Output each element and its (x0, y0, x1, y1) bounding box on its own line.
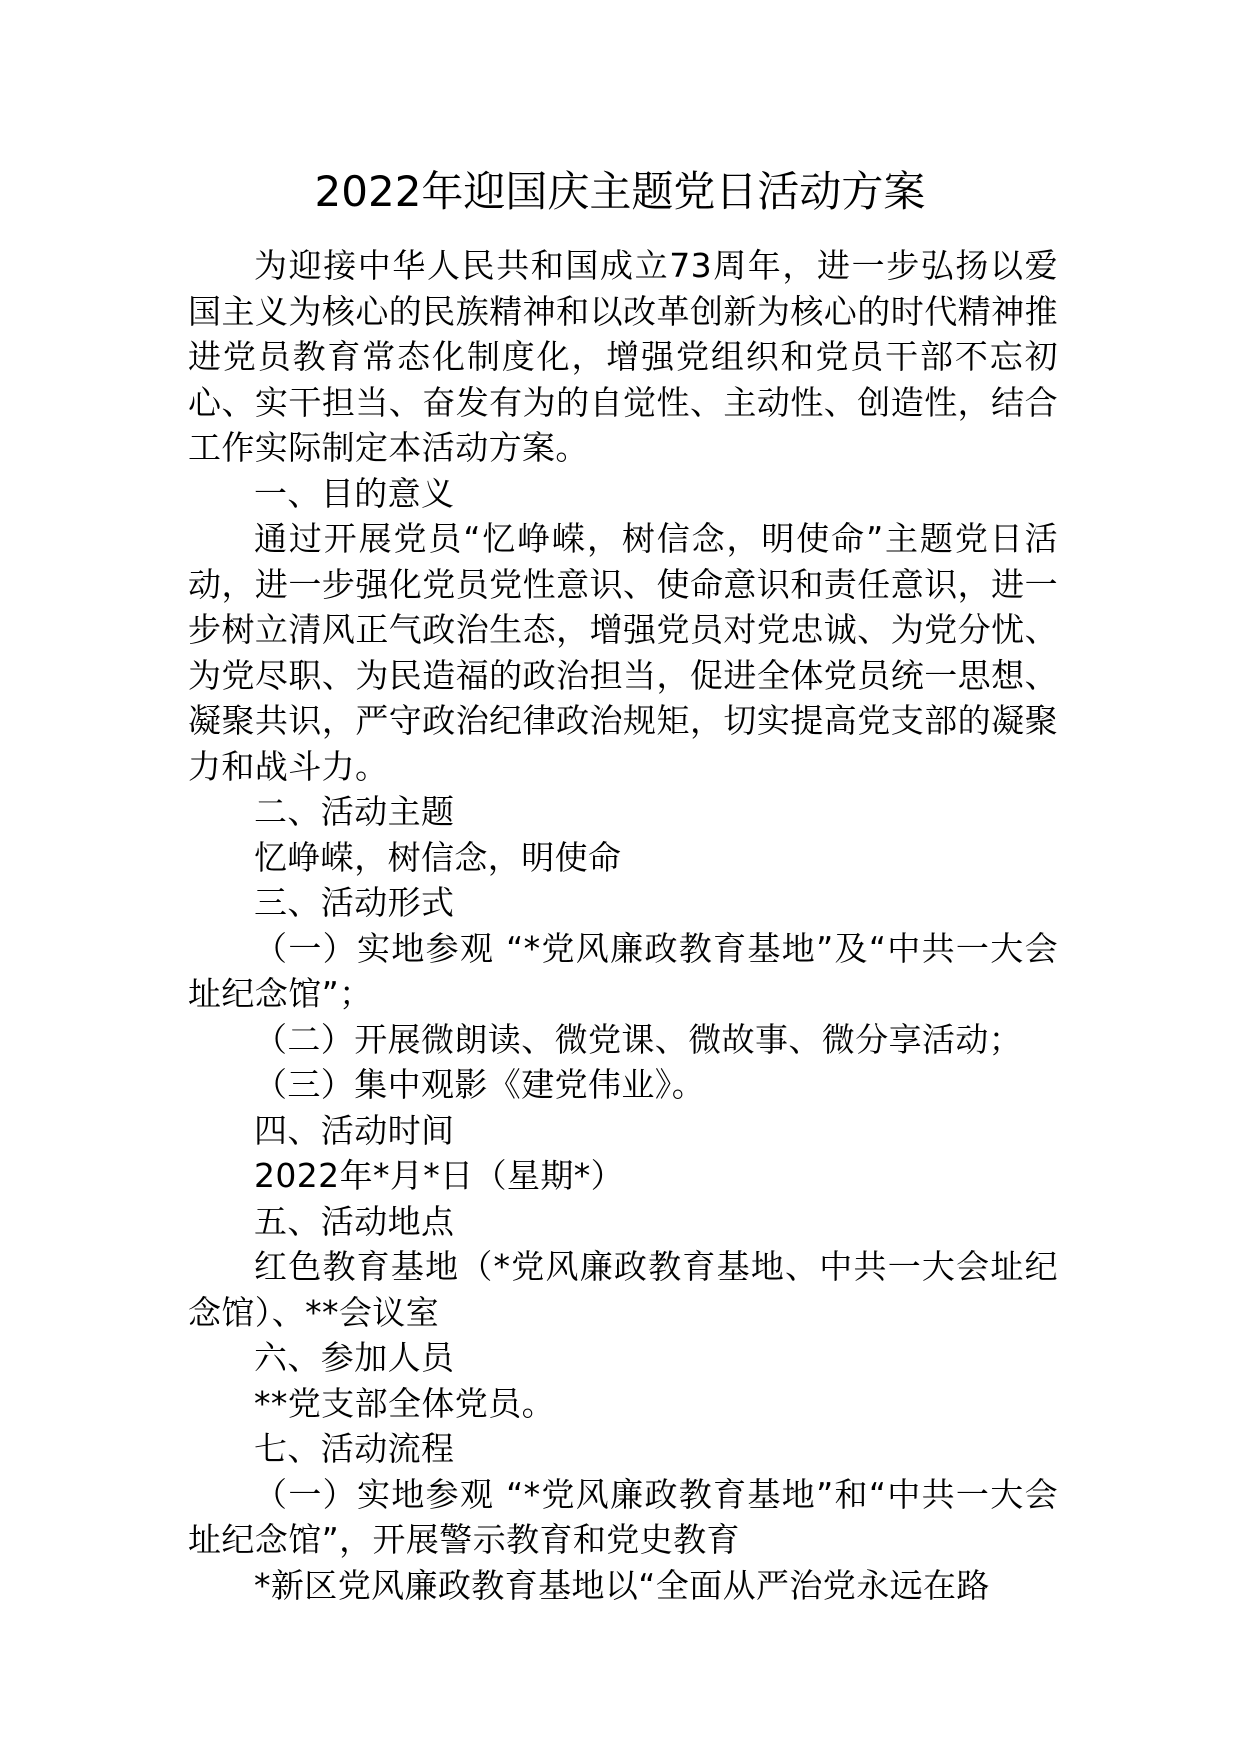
section-heading-purpose: 一、目的意义 (254, 473, 455, 513)
theme-text: 忆峥嵘，树信念，明使命 (254, 837, 622, 877)
participants-text: **党支部全体党员。 (254, 1383, 555, 1423)
time-text: 2022年*月*日（星期*） (254, 1156, 625, 1195)
section-heading-theme: 二、活动主题 (254, 792, 455, 831)
section-heading-time: 四、活动时间 (254, 1110, 455, 1150)
document-body (188, 243, 1058, 1608)
section-heading-form: 三、活动形式 (254, 883, 455, 922)
intro-paragraph: 为迎接中华人民共和国成立73周年，进一步弘扬以爱国主义为核心的民族精神和以改革创新为核心的时代精神推进党员教育常态化制度化，增强党组织和党员干部不忘初心、实干担当、奋发有为的自觉性、主动性、创造性，结合工作实际制定本活动方案。 (188, 246, 1058, 467)
section-heading-process: 七、活动流程 (254, 1429, 455, 1468)
document-title: 2022年迎国庆主题党日活动方案 (314, 167, 926, 216)
purpose-paragraph: 通过开展党员“忆峥嵘，树信念，明使命”主题党日活动，进一步强化党员党性意识、使命意识和责任意识，进一步树立清风正气政治生态，增强党员对党忠诚、为党分忧、为党尽职、为民造福的政治担当，促进全体党员统一思想、凝聚共识，严守政治纪律政治规矩，切实提高党支部的凝聚力和战斗力。 (188, 519, 1058, 786)
section-heading-location: 五、活动地点 (254, 1201, 455, 1241)
form-item-1: （一）实地参观 “*党风廉政教育基地”及“中共一大会址纪念馆”； (188, 928, 1058, 1013)
section-heading-participants: 六、参加人员 (254, 1338, 455, 1377)
form-item-3: （三）集中观影《建党伟业》。 (254, 1065, 706, 1104)
process-paragraph-start: *新区党风廉政教育基地以“全面从严治党永远在路 (254, 1565, 990, 1605)
process-item-1: （一）实地参观 “*党风廉政教育基地”和“中共一大会址纪念馆”，开展警示教育和党史教育 (188, 1474, 1058, 1559)
form-item-2: （二）开展微朗读、微党课、微故事、微分享活动； (254, 1019, 1023, 1059)
location-text: 红色教育基地（*党风廉政教育基地、中共一大会址纪念馆）、**会议室 (188, 1247, 1058, 1332)
